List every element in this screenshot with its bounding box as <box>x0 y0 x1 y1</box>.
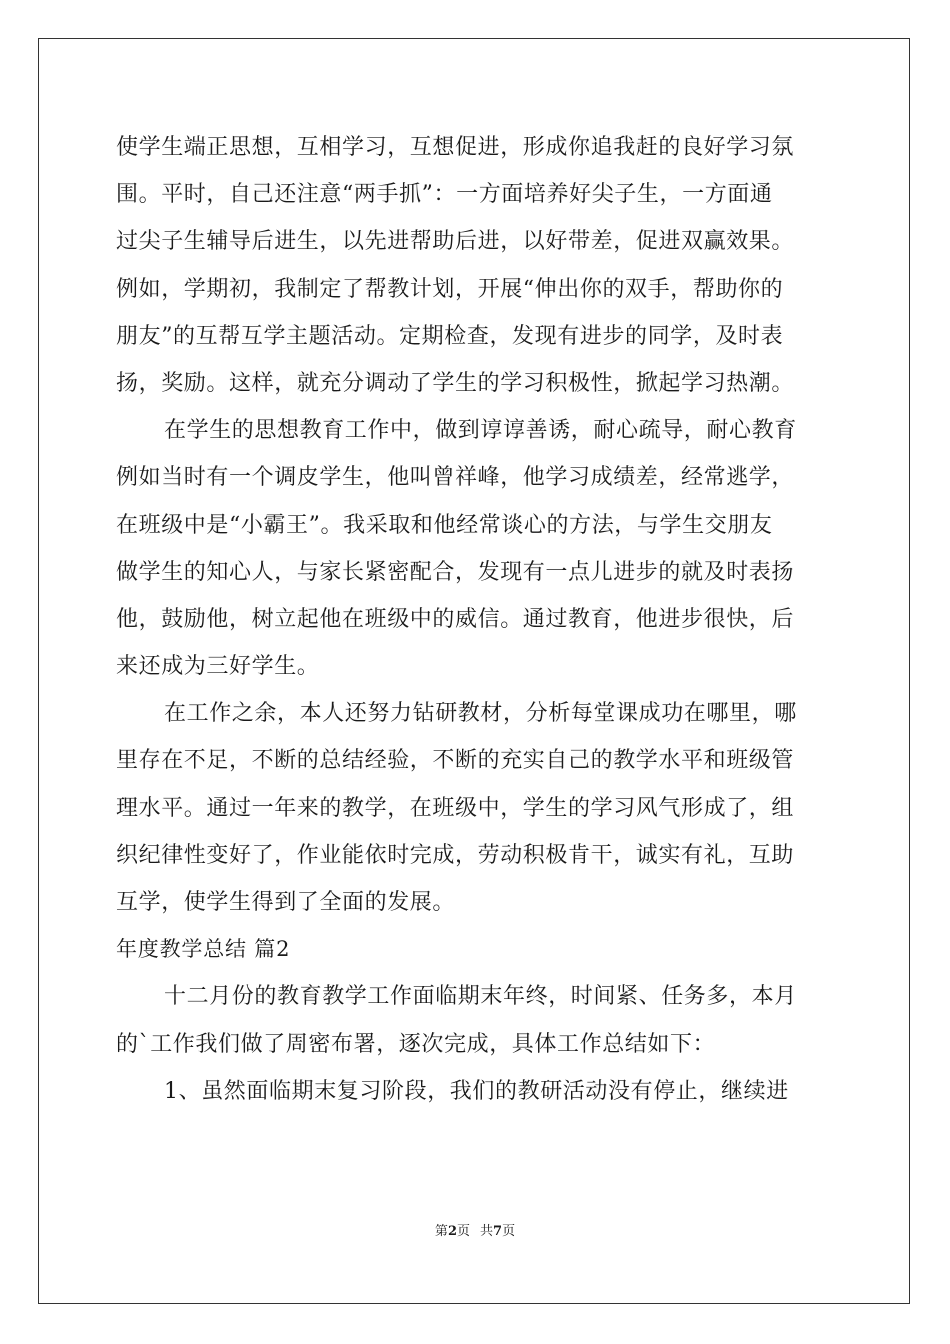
paragraph-start-line: 在学生的思想教育工作中，做到谆谆善诱，耐心疏导，耐心教育 <box>164 418 797 444</box>
section-heading: 年度教学总结 篇2 <box>116 937 291 962</box>
page-number-suffix: 页 <box>456 1224 470 1239</box>
text-line: 使学生端正思想，互相学习，互想促进，形成你追我赶的良好学习氛 <box>116 135 795 160</box>
text-line: 他，鼓励他，树立起他在班级中的威信。通过教育，他进步很快，后 <box>116 606 795 632</box>
text-line: 例如当时有一个调皮学生，他叫曾祥峰，他学习成绩差，经常逃学， <box>116 465 795 491</box>
paragraph-start-line: 十二月份的教育教学工作面临期末年终，时间紧、任务多，本月 <box>164 984 797 1010</box>
text-line: 的`工作我们做了周密布署，逐次完成，具体工作总结如下： <box>116 1031 716 1057</box>
current-page-number: 2 <box>447 1224 457 1239</box>
total-pages-suffix: 页 <box>502 1224 516 1239</box>
total-pages-prefix: 共 <box>480 1224 494 1239</box>
total-page-count: 7 <box>493 1224 503 1239</box>
text-line: 织纪律性变好了，作业能依时完成，劳动积极肯干，诚实有礼，互助 <box>116 842 795 868</box>
text-line: 理水平。通过一年来的教学，在班级中，学生的学习风气形成了，组 <box>116 795 795 821</box>
paragraph-start-line: 1、虽然面临期末复习阶段，我们的教研活动没有停止，继续进 <box>164 1078 789 1104</box>
page-number-prefix: 第 <box>434 1224 448 1239</box>
text-line: 例如，学期初，我制定了帮教计划，开展“伸出你的双手，帮助你的 <box>116 276 784 302</box>
text-line: 在班级中是“小霸王”。我采取和他经常谈心的方法，与学生交朋友 <box>116 512 773 538</box>
text-line: 互学，使学生得到了全面的发展。 <box>116 890 456 915</box>
text-line: 过尖子生辅导后进生，以先进帮助后进，以好带差，促进双赢效果。 <box>116 229 795 255</box>
paragraph-start-line: 在工作之余，本人还努力钻研教材，分析每堂课成功在哪里，哪 <box>164 701 797 727</box>
text-line: 围。平时，自己还注意“两手抓”：一方面培养好尖子生，一方面通 <box>116 182 773 208</box>
document-body <box>116 124 834 1115</box>
page-footer <box>0 1220 950 1239</box>
text-line: 来还成为三好学生。 <box>116 654 320 680</box>
text-line: 扬，奖励。这样，就充分调动了学生的学习积极性，掀起学习热潮。 <box>116 370 795 396</box>
text-line: 做学生的知心人，与家长紧密配合，发现有一点儿进步的就及时表扬 <box>116 559 795 585</box>
text-line: 朋友”的互帮互学主题活动。定期检查，发现有进步的同学，及时表 <box>116 323 784 349</box>
text-line: 里存在不足，不断的总结经验，不断的充实自己的教学水平和班级管 <box>116 748 795 774</box>
